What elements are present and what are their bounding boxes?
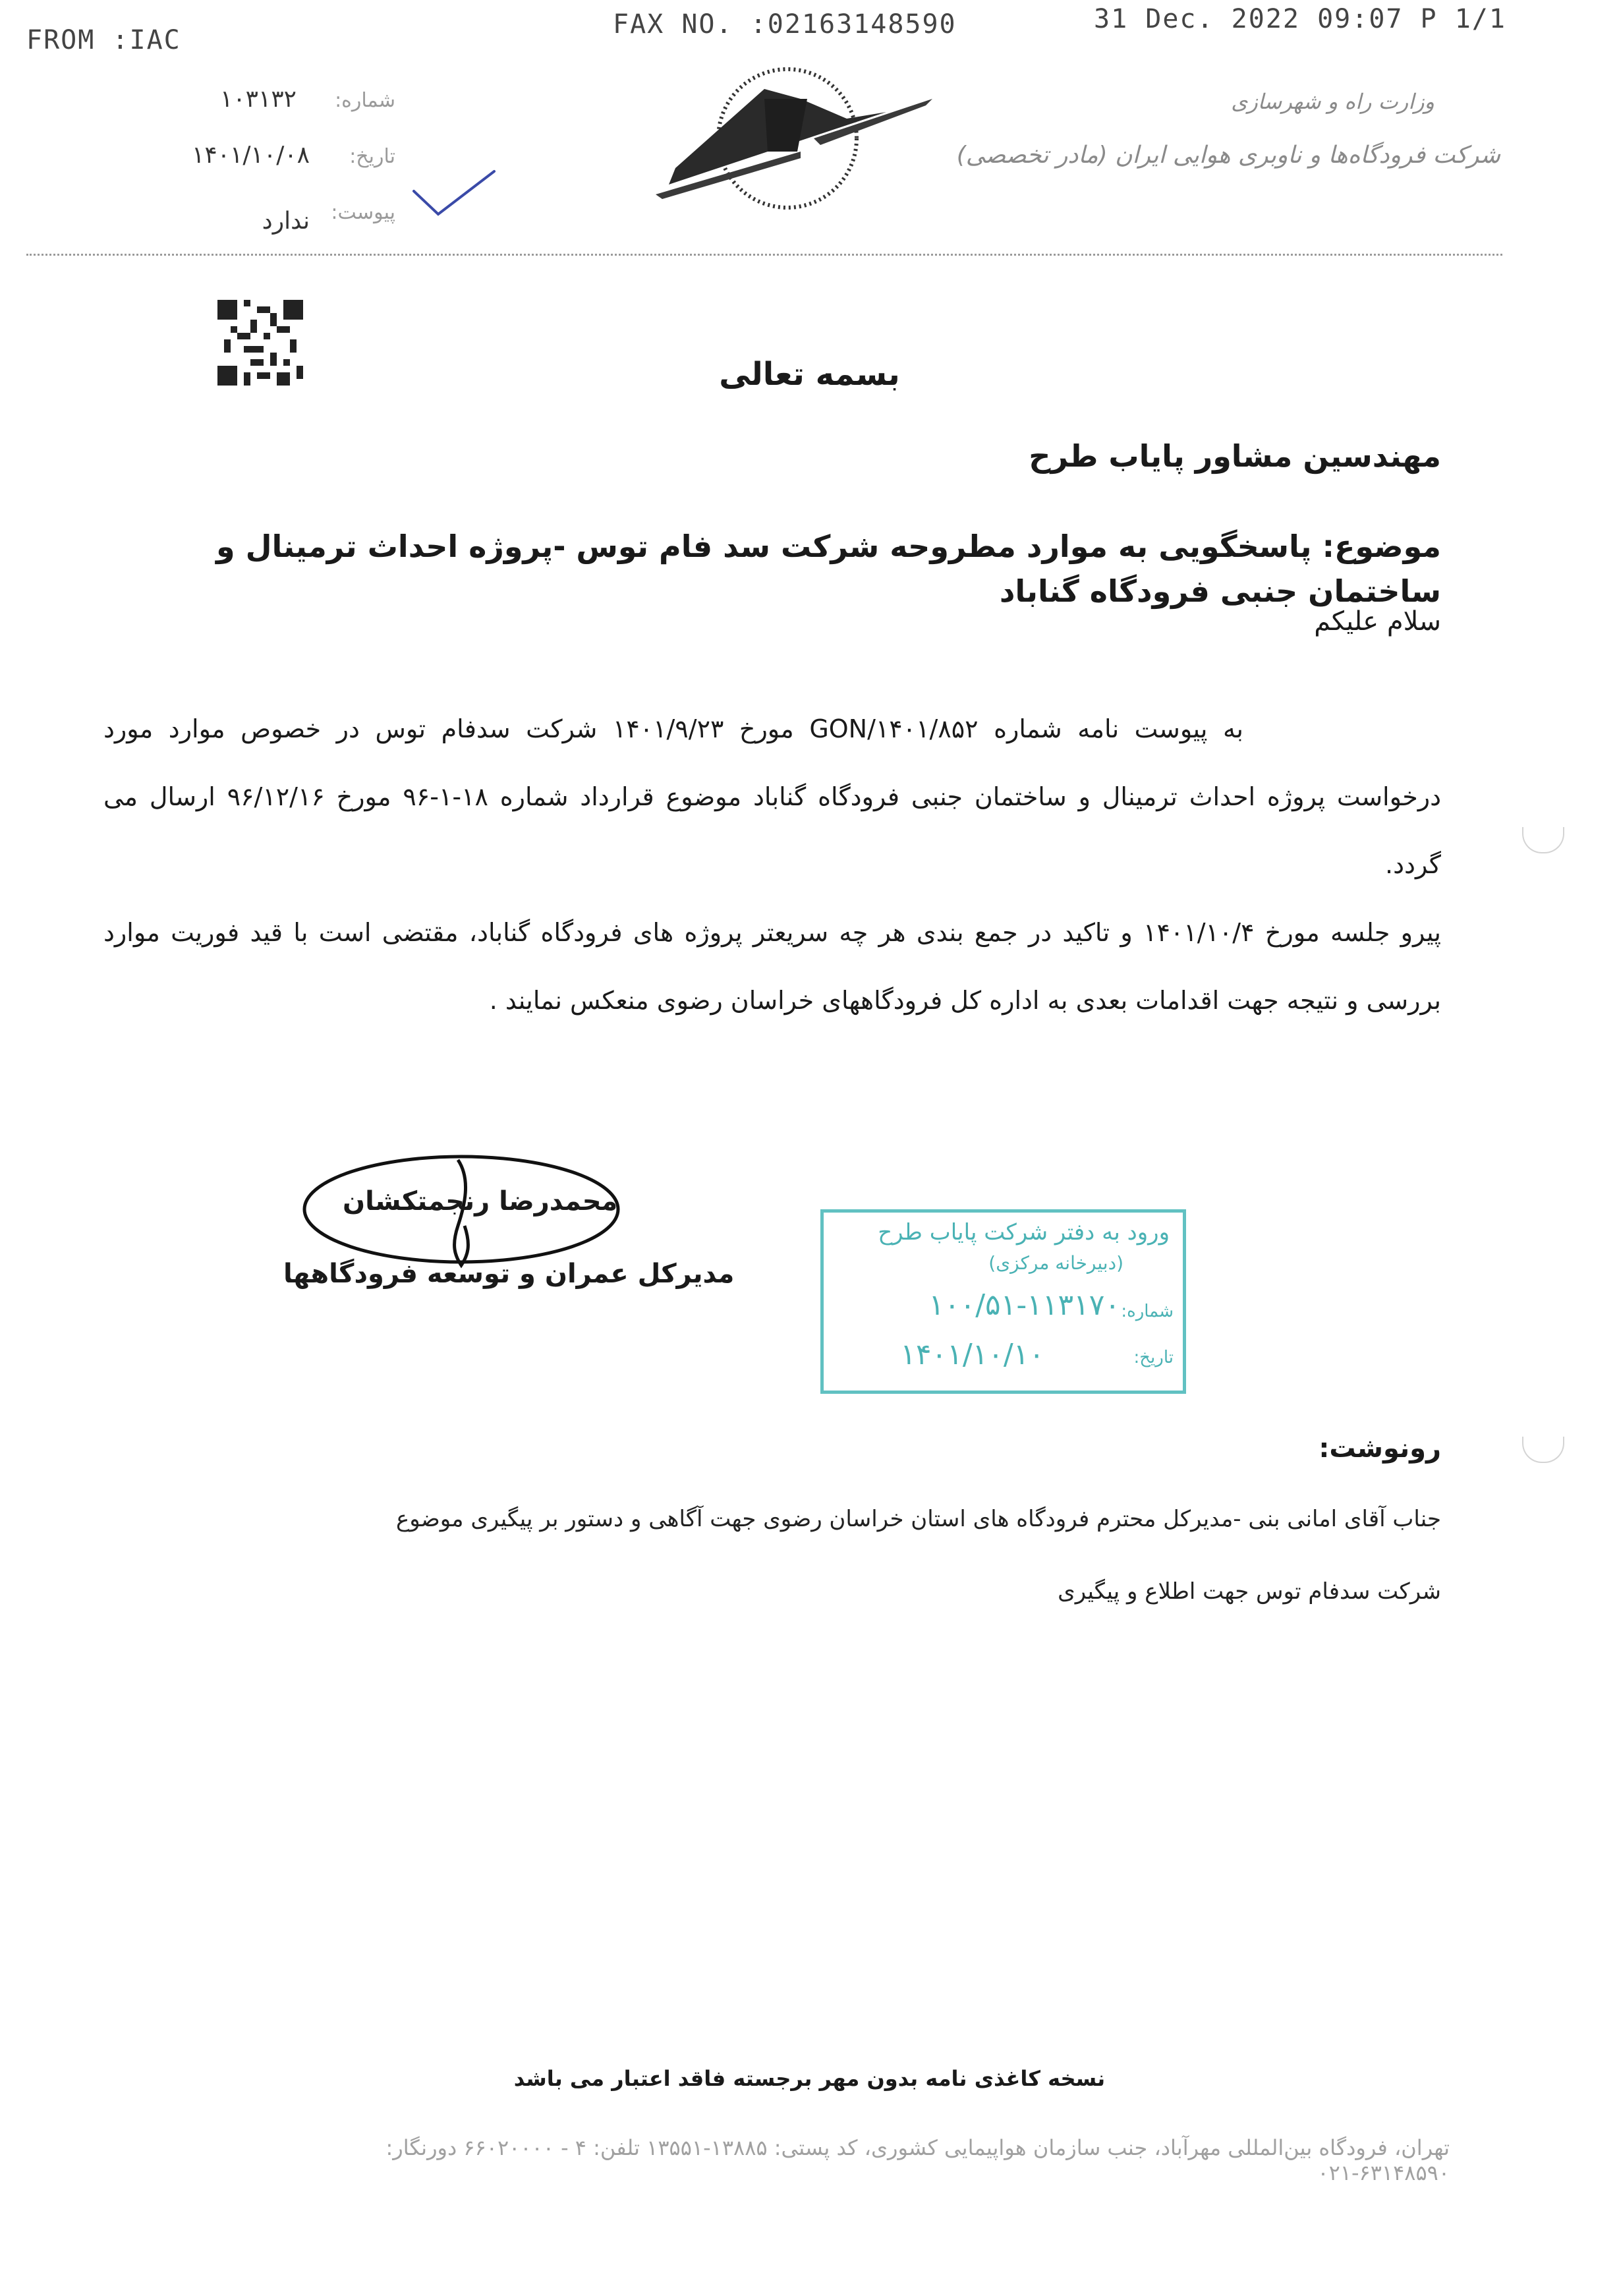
fax-sender: FROM :IAC — [26, 25, 181, 55]
footer-address: تهران، فرودگاه بین‌المللی مهرآباد، جنب سازمان هواپیمایی کشوری، کد پستی: ۱۳۸۸۵-۱۳۵۵۱ تلفن: ۴ - ۶۶۰۲۰۰۰۰ دورنگار: ۶۳۱۴۸۵۹۰-۰۲۱ — [385, 2135, 1450, 2185]
greeting: سلام علیکم — [1314, 606, 1441, 637]
cc-heading: رونوشت: — [1319, 1433, 1441, 1464]
invocation-heading: بسمه تعالی — [719, 356, 900, 393]
letter-attachment-label: پیوست: — [331, 201, 395, 224]
body-paragraph-2: پیرو جلسه مورخ ۱۴۰۱/۱۰/۴ و تاکید در جمع بندی هر چه سریعتر پروژه های فرودگاه گناباد، مقتضی است با قید فوریت موارد بررسی و نتیجه جهت اقدامات بعدی به اداره کل فرودگاههای خراسان رضوی منعکس نمایند . — [103, 918, 1441, 1015]
stamp-title: ورود به دفتر شرکت پایاب طرح — [878, 1219, 1170, 1246]
letter-date-label: تاریخ: — [349, 145, 395, 168]
stamp-number-value: ۱۰۰/۵۱-۱۱۳۱۷۰ — [928, 1288, 1120, 1322]
subject-line: موضوع: پاسخگویی به موارد مطروحه شرکت سد فام توس -پروژه احداث ترمینال و ساختمان جنبی فرودگاه گناباد — [215, 529, 1441, 609]
validity-disclaimer: نسخه کاغذی نامه بدون مهر برجسته فاقد اعتبار می باشد — [513, 2066, 1106, 2091]
letter-number-value: ۱۰۳۱۳۲ — [219, 86, 297, 113]
ministry-name: وزارت راه و شهرسازی — [1231, 89, 1434, 114]
punch-hole-mark — [1522, 1437, 1564, 1463]
punch-hole-mark — [1522, 827, 1564, 853]
header-divider — [26, 254, 1502, 256]
checkmark-icon — [409, 165, 501, 224]
received-stamp — [820, 1209, 1186, 1394]
cc-recipient-2: شرکت سدفام توس جهت اطلاع و پیگیری — [1058, 1578, 1441, 1605]
stamp-date-value: ۱۴۰۱/۱۰/۱۰ — [900, 1338, 1044, 1371]
fax-datetime: 31 Dec. 2022 09:07 P 1/1 — [1094, 4, 1506, 34]
stamp-subtitle: (دبیرخانه مرکزی) — [988, 1252, 1123, 1274]
letter-attachment-value: ندارد — [262, 208, 310, 235]
company-name: شرکت فرودگاه‌ها و ناوبری هوایی ایران (مادر تخصصی) — [956, 142, 1500, 169]
stamp-number-label: شماره: — [1121, 1302, 1174, 1321]
signatory-name: محمدرضا رنجمتکشان — [343, 1186, 618, 1217]
recipient: مهندسین مشاور پایاب طرح — [1029, 438, 1441, 474]
signatory-title: مدیرکل عمران و توسعه فرودگاهها — [283, 1259, 735, 1289]
fax-number: FAX NO. :02163148590 — [613, 9, 957, 40]
letter-date-value: ۱۴۰۱/۱۰/۰۸ — [192, 142, 310, 169]
body-paragraph-1: به پیوست نامه شماره GON/۱۴۰۱/۸۵۲ مورخ ۱۴۰۱/۹/۲۳ شرکت سدفام توس در خصوص موارد مورد درخواست پروژه احداث ترمینال و ساختمان جنبی فرودگاه گناباد موضوع قرارداد شماره ۱۸-۱-۹۶ مورخ ۹۶/۱۲/۱۶ ارسال می گردد. — [103, 714, 1442, 879]
cc-recipient-1: جناب آقای امانی بنی -مدیرکل محترم فرودگاه های استان خراسان رضوی جهت آگاهی و دستور بر پیگیری موضوع — [396, 1506, 1441, 1532]
letter-number-label: شماره: — [335, 89, 395, 112]
stamp-date-label: تاریخ: — [1133, 1348, 1174, 1367]
airports-company-logo — [649, 53, 939, 224]
letter-body — [103, 695, 1441, 1035]
